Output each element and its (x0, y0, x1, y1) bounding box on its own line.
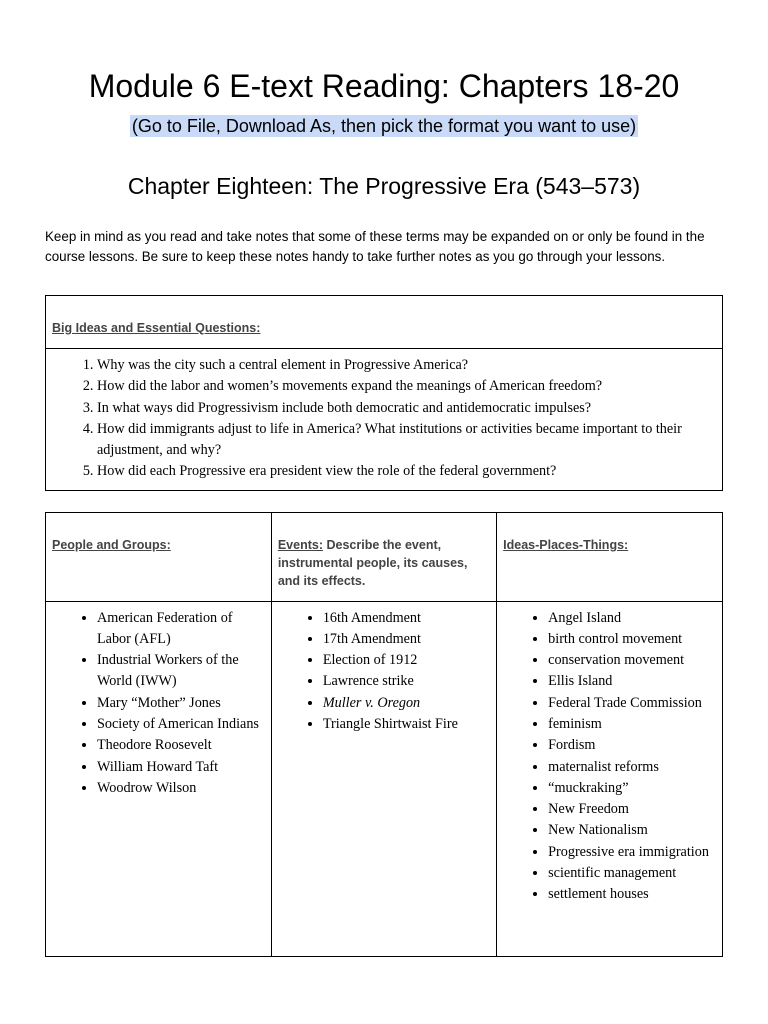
list-item: • Angel Island (548, 608, 714, 629)
ideas-cell (497, 601, 722, 956)
list-item: • Fordism (548, 735, 714, 756)
list-item: • “muckraking” (548, 778, 714, 799)
terms-header-row (46, 513, 722, 601)
page-title: Module 6 E-text Reading: Chapters 18-20 (88, 68, 680, 104)
list-item: • Progressive era immigration (548, 842, 714, 863)
list-item: • Ellis Island (548, 671, 714, 692)
events-header-cell (271, 513, 496, 601)
list-item: • Muller v. Oregon (323, 693, 488, 714)
list-item: • American Federation of Labor (AFL) (97, 608, 263, 651)
events-list (272, 608, 496, 736)
question-item: 1. Why was the city such a central element in Progressive America? (97, 355, 714, 376)
list-item: • Triangle Shirtwaist Fire (323, 714, 488, 735)
ideas-list (497, 608, 722, 906)
intro-paragraph: Keep in mind as you read and take notes that some of these terms may be expanded on or only be found in the course lessons. Be sure to keep these notes handy to take further notes as you go through your lessons. (45, 229, 705, 264)
list-item: • William Howard Taft (97, 757, 263, 778)
big-ideas-header (46, 296, 722, 349)
people-header-cell (46, 513, 271, 601)
events-cell (271, 601, 496, 956)
list-item: • Society of American Indians (97, 714, 263, 735)
terms-body-row (46, 601, 722, 956)
big-ideas-box (45, 295, 723, 491)
list-item: • 17th Amendment (323, 629, 488, 650)
people-list (46, 608, 271, 800)
subtitle-wrapper (0, 114, 768, 138)
question-item: 2. How did the labor and women’s movements expand the meanings of American freedom? (97, 376, 714, 397)
list-item: • feminism (548, 714, 714, 735)
list-item: • Industrial Workers of the World (IWW) (97, 650, 263, 693)
events-header-label: Events: (277, 538, 323, 552)
questions-list (46, 355, 722, 483)
list-item: • birth control movement (548, 629, 714, 650)
people-header: People and Groups: (52, 538, 171, 552)
list-item: • Mary “Mother” Jones (97, 693, 263, 714)
ideas-header: Ideas-Places-Things: (503, 538, 629, 552)
list-item: • conservation movement (548, 650, 714, 671)
events-header-description: Describe the event, instrumental people, its causes, and its effects. (277, 538, 468, 588)
question-item: 4. How did immigrants adjust to life in America? What institutions or activities became important to their adjustment, and why? (97, 419, 714, 462)
question-item: 5. How did each Progressive era president view the role of the federal government? (97, 461, 714, 482)
terms-table-box (45, 512, 723, 957)
list-item: • Election of 1912 (323, 650, 488, 671)
list-item: • New Freedom (548, 799, 714, 820)
ideas-header-cell (497, 513, 722, 601)
list-item: • maternalist reforms (548, 757, 714, 778)
chapter-heading: Chapter Eighteen: The Progressive Era (543–573) (127, 173, 641, 199)
people-cell (46, 601, 271, 956)
list-item: • Woodrow Wilson (97, 778, 263, 799)
big-ideas-label: Big Ideas and Essential Questions: (52, 321, 261, 335)
question-item: 3. In what ways did Progressivism include both democratic and antidemocratic impulses? (97, 398, 714, 419)
list-item: • New Nationalism (548, 820, 714, 841)
list-item: • Federal Trade Commission (548, 693, 714, 714)
list-item: • scientific management (548, 863, 714, 884)
download-instructions: (Go to File, Download As, then pick the format you want to use) (131, 116, 637, 136)
list-item: • settlement houses (548, 884, 714, 905)
list-item: • Theodore Roosevelt (97, 735, 263, 756)
terms-table (46, 513, 722, 956)
list-item: • 16th Amendment (323, 608, 488, 629)
list-item: • Lawrence strike (323, 671, 488, 692)
